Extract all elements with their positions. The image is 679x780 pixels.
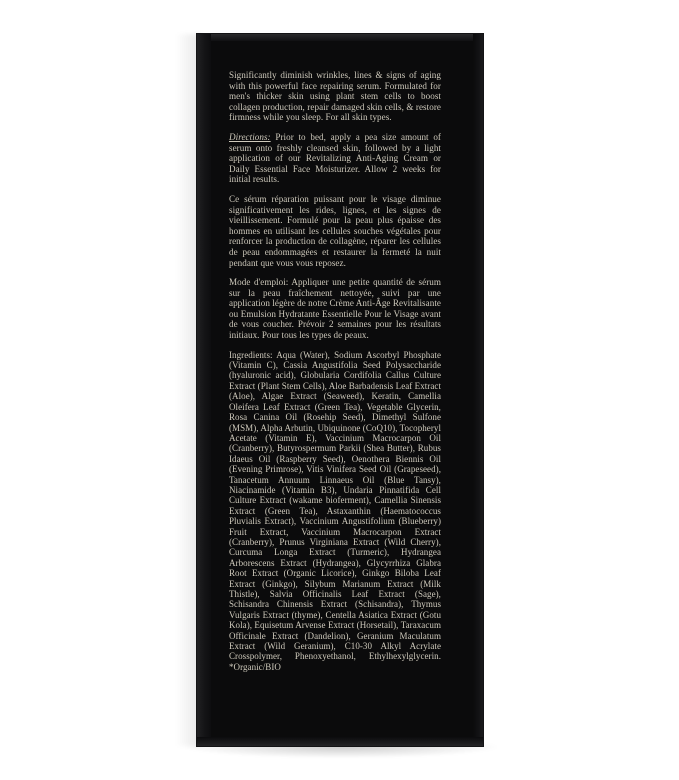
paragraph-description-fr: Ce sérum réparation puissant pour le visage diminue significativement les rides, lignes, et les signes de vieillissement. Formulé pour la peau plus épaisse des hommes en utilisant les cellules souches végétales pour renforcer la production de collagène, réparer les cellules de peau endommagées et restaurer la fermeté la nuit pendant que vous vous reposez. xyxy=(229,193,441,268)
paragraph-directions-en xyxy=(229,132,441,185)
box-top-fold xyxy=(197,34,483,41)
paragraph-ingredients: Ingredients: Aqua (Water), Sodium Ascorbyl Phosphate (Vitamin C), Cassia Angustifolia Seed Polysaccharide (hyaluronic acid), Globularia Cordifolia Callus Culture Extract (Plant Stem Cells), Aloe Barbadensis Leaf Extract (Aloe), Algae Extract (Seaweed), Keratin, Camellia Oleifera Leaf Extract (Green Tea), Vegetable Glycerin, Rosa Canina Oil (Rosehip Seed), Dimethyl Sulfone (MSM), Alpha Arbutin, Ubiquinone (CoQ10), Tocopheryl Acetate (Vitamin E), Vaccinium Macrocarpon Oil (Cranberry), Butyrospermum Parkii (Shea Butter), Rubus Idaeus Oil (Raspberry Seed), Oenothera Biennis Oil (Evening Primrose), Vitis Vinifera Seed Oil (Grapeseed), Tanacetum Annuum Linnaeus Oil (Blue Tansy), Niacinamide (Vitamin B3), Undaria Pinnatifida Cell Culture Extract (wakame bioferment), Camellia Sinensis Extract (Green Tea), Astaxanthin (Haematococcus Pluvialis Extract), Vaccinium Angustifolium (Blueberry) Fruit Extract, Vaccinium Macrocarpon Extract (Cranberry), Prunus Virginiana Extract (Wild Cherry), Curcuma Longa Extract (Turmeric), Hydrangea Arborescens Extract (Hydrangea), Glycyrrhiza Glabra Root Extract (Organic Licorice), Ginkgo Biloba Leaf Extract (Ginkgo), Silybum Marianum Extract (Milk Thistle), Salvia Officinalis Leaf Extract (Sage), Schisandra Chinensis Extract (Schisandra), Thymus Vulgaris Extract (thyme), Centella Asiatica Extract (Gotu Kola), Equisetum Arvense Extract (Horsetail), Taraxacum Officinale Extract (Dandelion), Geranium Maculatum Extract (Wild Geranium), C10-30 Alkyl Acrylate Crosspolymer, Phenoxyethanol, Ethylhexylglycerin. *Organic/BIO xyxy=(229,349,441,672)
box-back-panel-text xyxy=(229,70,441,672)
paragraph-description-en: Significantly diminish wrinkles, lines & signs of aging with this powerful face repairing serum. Formulated for men's thicker skin using plant stem cells to boost collagen production, repair damaged skin cells, & restore firmness while you sleep. For all skin types. xyxy=(229,70,441,123)
paragraph-directions-fr: Mode d'emploi: Appliquer une petite quantité de sérum sur la peau fraîchement nettoyée, suivi par une application légère de notre Crème Anti-Âge Revitalisante ou Emulsion Hydratante Essentielle Pour le Visage avant de vous coucher. Prévoir 2 semaines pour les résultats initiaux. Pour tous les types de peaux. xyxy=(229,277,441,341)
box-left-edge xyxy=(197,34,211,746)
product-box xyxy=(197,34,483,746)
box-right-edge xyxy=(473,34,483,746)
directions-text: Prior to bed, apply a pea size amount of serum onto freshly cleansed skin, followed by a light application of our Revitalizing Anti-Aging Cream or Daily Essential Face Moisturizer. Allow 2 weeks for initial results. xyxy=(229,131,442,185)
directions-label: Directions: xyxy=(229,131,271,142)
box-bottom-fold xyxy=(197,737,483,746)
